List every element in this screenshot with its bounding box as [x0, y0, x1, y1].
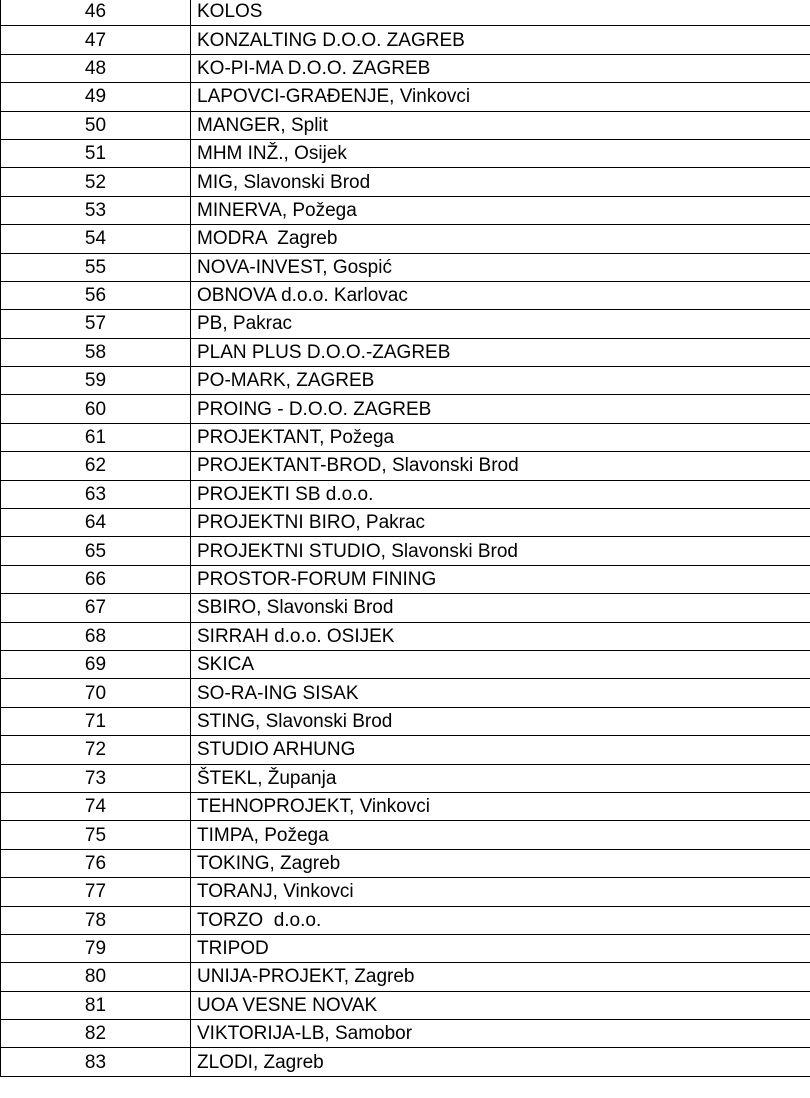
row-number-cell[interactable]: 52: [1, 168, 191, 196]
company-name-cell[interactable]: SIRRAH d.o.o. OSIJEK: [191, 622, 810, 650]
table-row: [1, 0, 810, 26]
table-row: [1, 367, 810, 395]
company-name-cell[interactable]: SBIRO, Slavonski Brod: [191, 594, 810, 622]
company-name-cell[interactable]: PROJEKTI SB d.o.o.: [191, 480, 810, 508]
row-number-cell[interactable]: 70: [1, 679, 191, 707]
row-number-cell[interactable]: 63: [1, 480, 191, 508]
table-row: [1, 452, 810, 480]
table-row: [1, 622, 810, 650]
row-number-cell[interactable]: 59: [1, 367, 191, 395]
company-name-cell[interactable]: KONZALTING D.O.O. ZAGREB: [191, 26, 810, 54]
company-name-cell[interactable]: ŠTEKL, Županja: [191, 764, 810, 792]
company-name-cell[interactable]: PO-MARK, ZAGREB: [191, 367, 810, 395]
company-name-cell[interactable]: MIG, Slavonski Brod: [191, 168, 810, 196]
company-name-cell[interactable]: LAPOVCI-GRAĐENJE, Vinkovci: [191, 83, 810, 111]
table-row: [1, 338, 810, 366]
row-number-cell[interactable]: 72: [1, 736, 191, 764]
table-row: [1, 565, 810, 593]
row-number-cell[interactable]: 80: [1, 963, 191, 991]
row-number-cell[interactable]: 62: [1, 452, 191, 480]
row-number-cell[interactable]: 76: [1, 849, 191, 877]
table-row: [1, 537, 810, 565]
table-row: [1, 707, 810, 735]
table-row: [1, 168, 810, 196]
table-row: [1, 196, 810, 224]
row-number-cell[interactable]: 50: [1, 111, 191, 139]
company-name-cell[interactable]: OBNOVA d.o.o. Karlovac: [191, 281, 810, 309]
row-number-cell[interactable]: 54: [1, 225, 191, 253]
row-number-cell[interactable]: 51: [1, 139, 191, 167]
table-row: [1, 423, 810, 451]
row-number-cell[interactable]: 67: [1, 594, 191, 622]
table-body: [1, 0, 810, 1076]
row-number-cell[interactable]: 83: [1, 1048, 191, 1076]
row-number-cell[interactable]: 79: [1, 934, 191, 962]
company-name-cell[interactable]: SO-RA-ING SISAK: [191, 679, 810, 707]
table-row: [1, 792, 810, 820]
table-row: [1, 139, 810, 167]
table-row: [1, 821, 810, 849]
row-number-cell[interactable]: 60: [1, 395, 191, 423]
table-row: [1, 480, 810, 508]
row-number-cell[interactable]: 81: [1, 991, 191, 1019]
company-name-cell[interactable]: KO-PI-MA D.O.O. ZAGREB: [191, 54, 810, 82]
row-number-cell[interactable]: 68: [1, 622, 191, 650]
company-name-cell[interactable]: TRIPOD: [191, 934, 810, 962]
table-row: [1, 594, 810, 622]
company-name-cell[interactable]: PLAN PLUS D.O.O.-ZAGREB: [191, 338, 810, 366]
company-name-cell[interactable]: TIMPA, Požega: [191, 821, 810, 849]
row-number-cell[interactable]: 73: [1, 764, 191, 792]
table-row: [1, 650, 810, 678]
row-number-cell[interactable]: 53: [1, 196, 191, 224]
company-name-cell[interactable]: PROJEKTNI BIRO, Pakrac: [191, 509, 810, 537]
company-name-cell[interactable]: TORANJ, Vinkovci: [191, 878, 810, 906]
company-name-cell[interactable]: STING, Slavonski Brod: [191, 707, 810, 735]
company-name-cell[interactable]: VIKTORIJA-LB, Samobor: [191, 1020, 810, 1048]
row-number-cell[interactable]: 82: [1, 1020, 191, 1048]
row-number-cell[interactable]: 46: [1, 0, 191, 26]
row-number-cell[interactable]: 57: [1, 310, 191, 338]
company-name-cell[interactable]: TORZO d.o.o.: [191, 906, 810, 934]
table-row: [1, 878, 810, 906]
table-row: [1, 991, 810, 1019]
table-row: [1, 281, 810, 309]
table-row: [1, 679, 810, 707]
row-number-cell[interactable]: 65: [1, 537, 191, 565]
row-number-cell[interactable]: 74: [1, 792, 191, 820]
company-name-cell[interactable]: UNIJA-PROJEKT, Zagreb: [191, 963, 810, 991]
row-number-cell[interactable]: 48: [1, 54, 191, 82]
row-number-cell[interactable]: 66: [1, 565, 191, 593]
row-number-cell[interactable]: 61: [1, 423, 191, 451]
row-number-cell[interactable]: 58: [1, 338, 191, 366]
table-row: [1, 26, 810, 54]
company-name-cell[interactable]: MHM INŽ., Osijek: [191, 139, 810, 167]
company-name-cell[interactable]: SKICA: [191, 650, 810, 678]
row-number-cell[interactable]: 69: [1, 650, 191, 678]
table-row: [1, 906, 810, 934]
company-name-cell[interactable]: TEHNOPROJEKT, Vinkovci: [191, 792, 810, 820]
company-name-cell[interactable]: PROING - D.O.O. ZAGREB: [191, 395, 810, 423]
table-row: [1, 395, 810, 423]
table-row: [1, 509, 810, 537]
company-name-cell[interactable]: STUDIO ARHUNG: [191, 736, 810, 764]
company-name-cell[interactable]: MANGER, Split: [191, 111, 810, 139]
company-name-cell[interactable]: UOA VESNE NOVAK: [191, 991, 810, 1019]
row-number-cell[interactable]: 55: [1, 253, 191, 281]
company-name-cell[interactable]: PROSTOR-FORUM FINING: [191, 565, 810, 593]
table-row: [1, 963, 810, 991]
table-row: [1, 111, 810, 139]
table-row: [1, 764, 810, 792]
company-name-cell[interactable]: ZLODI, Zagreb: [191, 1048, 810, 1076]
table-row: [1, 253, 810, 281]
company-name-cell[interactable]: KOLOS: [191, 0, 810, 26]
company-name-cell[interactable]: PB, Pakrac: [191, 310, 810, 338]
company-name-cell[interactable]: PROJEKTNI STUDIO, Slavonski Brod: [191, 537, 810, 565]
table-row: [1, 225, 810, 253]
company-name-cell[interactable]: MODRA Zagreb: [191, 225, 810, 253]
company-name-cell[interactable]: MINERVA, Požega: [191, 196, 810, 224]
company-name-cell[interactable]: PROJEKTANT-BROD, Slavonski Brod: [191, 452, 810, 480]
table-row: [1, 934, 810, 962]
company-name-cell[interactable]: NOVA-INVEST, Gospić: [191, 253, 810, 281]
row-number-cell[interactable]: 47: [1, 26, 191, 54]
table-row: [1, 83, 810, 111]
table-row: [1, 736, 810, 764]
company-name-cell[interactable]: TOKING, Zagreb: [191, 849, 810, 877]
row-number-cell[interactable]: 71: [1, 707, 191, 735]
row-number-cell[interactable]: 78: [1, 906, 191, 934]
table-row: [1, 849, 810, 877]
row-number-cell[interactable]: 49: [1, 83, 191, 111]
row-number-cell[interactable]: 77: [1, 878, 191, 906]
row-number-cell[interactable]: 64: [1, 509, 191, 537]
row-number-cell[interactable]: 75: [1, 821, 191, 849]
table-row: [1, 310, 810, 338]
table-row: [1, 54, 810, 82]
table-row: [1, 1020, 810, 1048]
row-number-cell[interactable]: 56: [1, 281, 191, 309]
table-row: [1, 1048, 810, 1076]
company-name-cell[interactable]: PROJEKTANT, Požega: [191, 423, 810, 451]
